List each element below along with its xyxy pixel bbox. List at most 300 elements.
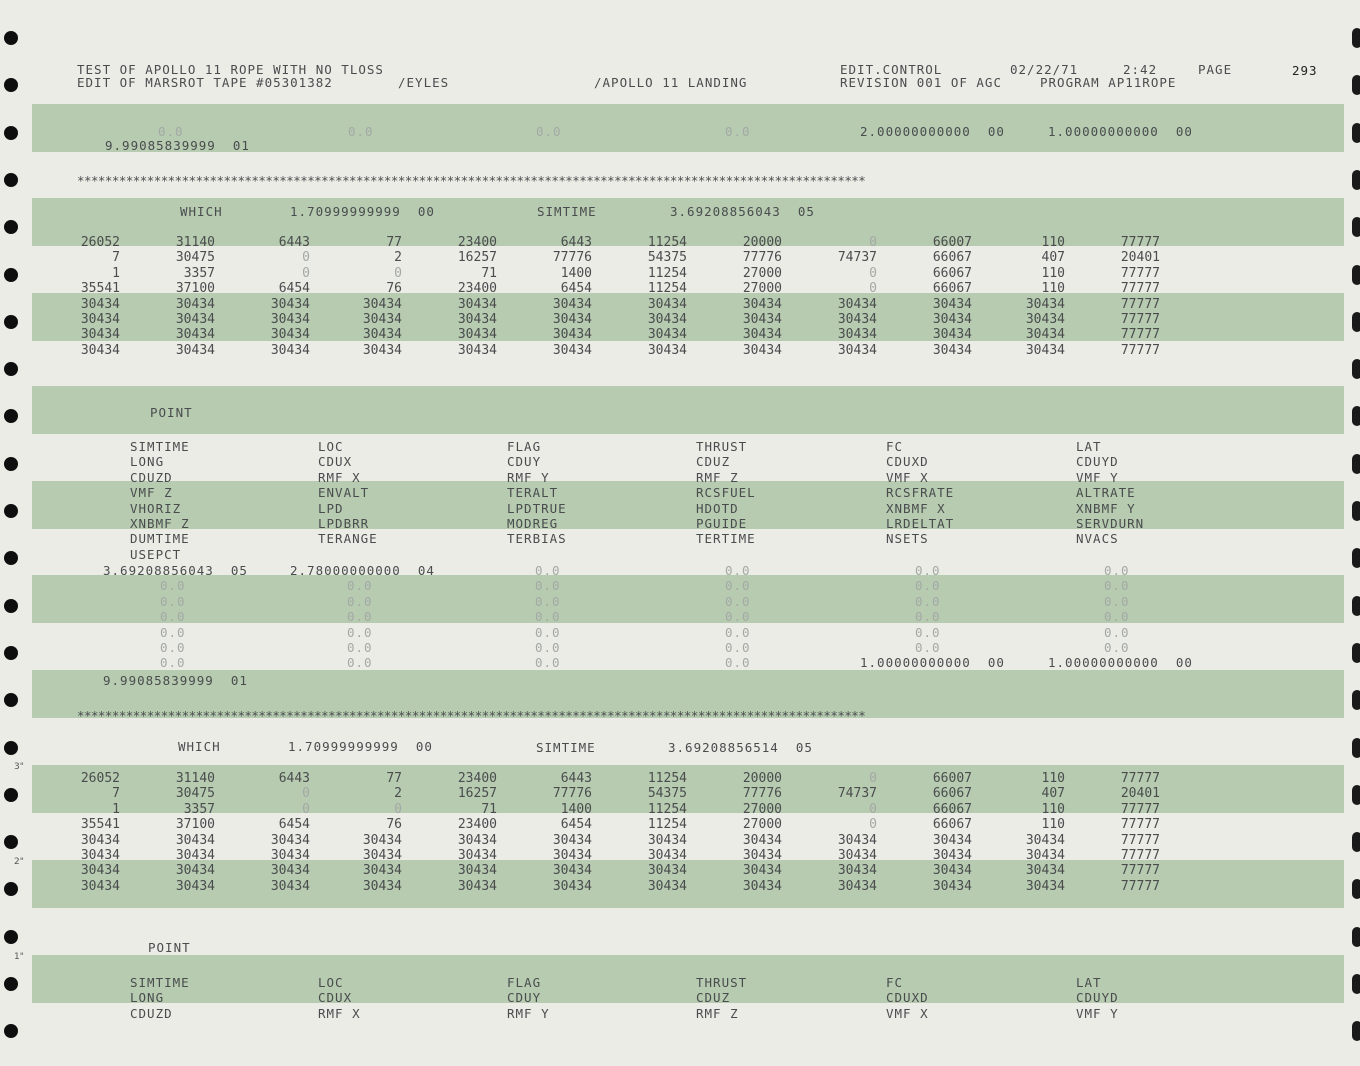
octal-cell: 6454	[278, 817, 310, 833]
point-field-label: DUMTIME	[130, 531, 190, 547]
sprocket-hole	[1352, 75, 1360, 95]
point-value: 0.0	[725, 609, 751, 625]
octal-cell: 30434	[742, 327, 782, 343]
point-field-label: CDUX	[318, 990, 353, 1006]
point-field-label: NSETS	[886, 531, 929, 547]
octal-cell: 20000	[742, 771, 782, 786]
sprocket-hole	[4, 78, 18, 92]
octal-cell: 30434	[932, 878, 972, 894]
point-field-label: LPD	[318, 500, 344, 516]
octal-cell: 30434	[932, 863, 972, 879]
sprocket-hole	[1352, 879, 1360, 899]
octal-cell: 27000	[742, 801, 782, 817]
octal-cell: 71	[481, 265, 497, 281]
green-band	[32, 955, 1344, 1006]
top-value: 1.00000000000 00	[1048, 124, 1193, 139]
octal-cell: 30434	[457, 878, 497, 894]
sprocket-hole	[1352, 785, 1360, 805]
octal-cell: 66067	[932, 786, 972, 802]
point-title: POINT	[148, 940, 191, 955]
sprocket-hole	[4, 977, 18, 991]
octal-cell: 30434	[1025, 863, 1065, 879]
sprocket-hole	[4, 126, 18, 140]
point-value: 1.00000000000 00	[860, 655, 1005, 671]
sprocket-hole	[4, 220, 18, 234]
octal-cell: 30434	[362, 863, 402, 879]
sprocket-hole	[1352, 217, 1360, 237]
point-tail-value: 9.99085839999 01	[103, 673, 248, 688]
point-field-label: RMF Z	[696, 469, 739, 485]
point-field-label: CDUZD	[130, 1005, 173, 1021]
octal-cell: 110	[1041, 771, 1065, 786]
point-field-label: CDUYD	[1076, 990, 1119, 1006]
octal-cell: 30434	[80, 832, 120, 848]
point-field-label: CDUYD	[1076, 454, 1119, 470]
octal-cell: 27000	[742, 817, 782, 833]
point-field-label: XNBMF Y	[1076, 500, 1136, 516]
sprocket-hole	[1352, 974, 1360, 994]
octal-cell: 30434	[1025, 312, 1065, 327]
top-value: 0.0	[348, 124, 374, 139]
octal-cell: 30434	[175, 312, 215, 327]
octal-cell: 26052	[80, 235, 120, 250]
octal-cell: 66067	[932, 817, 972, 833]
point-value: 0.0	[725, 578, 751, 594]
octal-cell: 30434	[80, 848, 120, 863]
point-field-label: SIMTIME	[130, 975, 190, 990]
octal-cell: 31140	[175, 235, 215, 250]
point-value: 0.0	[347, 624, 373, 640]
top-value: 2.00000000000 00	[860, 124, 1005, 139]
octal-cell: 11254	[647, 801, 687, 817]
octal-cell: 30434	[270, 863, 310, 879]
octal-cell: 77777	[1120, 771, 1160, 786]
octal-cell: 0	[869, 771, 877, 786]
sprocket-hole	[1352, 406, 1360, 426]
octal-cell: 30434	[552, 878, 592, 894]
octal-cell: 11254	[647, 771, 687, 786]
sprocket-hole	[1352, 123, 1360, 143]
octal-cell: 66007	[932, 771, 972, 786]
point-value: 0.0	[347, 655, 373, 671]
octal-cell: 0	[394, 801, 402, 817]
octal-cell: 77777	[1120, 312, 1160, 327]
octal-cell: 30434	[270, 848, 310, 863]
point-field-label: HDOTD	[696, 500, 739, 516]
ruler-mark-3: 3"	[14, 762, 24, 772]
point-value: 0.0	[915, 563, 941, 578]
octal-cell: 66067	[932, 250, 972, 266]
point-field-label: CDUZD	[130, 469, 173, 485]
simtime-value: 3.69208856043 05	[670, 204, 815, 219]
octal-cell: 20401	[1120, 786, 1160, 802]
header-date: 02/22/71	[1010, 62, 1079, 77]
point-field-label: LOC	[318, 975, 344, 990]
octal-cell: 30434	[80, 878, 120, 894]
point-field-label: VMF X	[886, 469, 929, 485]
octal-cell: 30434	[837, 878, 877, 894]
point-value: 0.0	[1104, 563, 1130, 578]
octal-cell: 0	[302, 786, 310, 802]
octal-cell: 2	[394, 250, 402, 266]
octal-cell: 74737	[837, 250, 877, 266]
octal-cell: 30434	[270, 327, 310, 343]
octal-cell: 31140	[175, 771, 215, 786]
sprocket-hole	[4, 315, 18, 329]
octal-cell: 0	[302, 801, 310, 817]
octal-cell: 0	[302, 265, 310, 281]
octal-cell: 30434	[552, 863, 592, 879]
point-value: 0.0	[160, 655, 186, 671]
octal-cell: 30434	[837, 342, 877, 358]
point-value: 2.78000000000 04	[290, 563, 435, 578]
octal-cell: 66067	[932, 265, 972, 281]
point-value: 0.0	[160, 593, 186, 609]
octal-cell: 30434	[362, 832, 402, 848]
octal-cell: 77777	[1120, 817, 1160, 833]
octal-cell: 30434	[742, 848, 782, 863]
octal-cell: 0	[869, 281, 877, 297]
point-value: 0.0	[915, 640, 941, 655]
sprocket-hole	[1352, 596, 1360, 616]
sprocket-hole	[1352, 832, 1360, 852]
octal-cell: 30434	[1025, 327, 1065, 343]
octal-cell: 77776	[552, 786, 592, 802]
octal-cell: 77777	[1120, 296, 1160, 312]
point-field-label: TERALT	[507, 485, 559, 501]
octal-cell: 11254	[647, 817, 687, 833]
point-field-label: LAT	[1076, 975, 1102, 990]
point-field-label: FLAG	[507, 975, 542, 990]
octal-cell: 30434	[362, 878, 402, 894]
point-value: 0.0	[725, 563, 751, 578]
octal-cell: 0	[394, 265, 402, 281]
octal-cell: 27000	[742, 281, 782, 297]
octal-cell: 30434	[552, 327, 592, 343]
octal-cell: 77777	[1120, 848, 1160, 863]
octal-cell: 110	[1041, 817, 1065, 833]
octal-cell: 0	[869, 265, 877, 281]
octal-cell: 110	[1041, 801, 1065, 817]
point-field-label: FC	[886, 439, 904, 454]
octal-cell: 1	[112, 801, 120, 817]
octal-cell: 30434	[742, 863, 782, 879]
octal-cell: 35541	[80, 817, 120, 833]
octal-cell: 23400	[457, 817, 497, 833]
sprocket-hole	[1352, 28, 1360, 48]
octal-cell: 6443	[278, 771, 310, 786]
point-value: 0.0	[347, 593, 373, 609]
point-field-label: CDUXD	[886, 990, 929, 1006]
octal-cell: 37100	[175, 817, 215, 833]
sprocket-hole	[4, 551, 18, 565]
octal-cell: 6443	[560, 235, 592, 250]
octal-cell: 16257	[457, 786, 497, 802]
header-page-label: PAGE	[1198, 62, 1233, 77]
point-field-label: LPDTRUE	[507, 500, 567, 516]
simtime-label: SIMTIME	[536, 740, 596, 755]
sprocket-hole	[4, 362, 18, 376]
octal-cell: 11254	[647, 281, 687, 297]
octal-cell: 30434	[457, 327, 497, 343]
octal-cell: 30475	[175, 250, 215, 266]
which-label: WHICH	[178, 739, 221, 754]
octal-cell: 66067	[932, 281, 972, 297]
octal-cell: 30434	[457, 296, 497, 312]
octal-cell: 30434	[837, 863, 877, 879]
point-value: 0.0	[535, 563, 561, 578]
octal-cell: 71	[481, 801, 497, 817]
sprocket-hole	[4, 457, 18, 471]
point-field-label: XNBMF Z	[130, 516, 190, 531]
point-field-label: LONG	[130, 454, 165, 470]
octal-cell: 30434	[932, 312, 972, 327]
octal-cell: 30434	[742, 312, 782, 327]
octal-cell: 11254	[647, 265, 687, 281]
octal-cell: 30434	[80, 327, 120, 343]
octal-cell: 30434	[647, 832, 687, 848]
header-program: PROGRAM AP11ROPE	[1040, 75, 1177, 90]
point-field-label: ALTRATE	[1076, 485, 1136, 501]
octal-cell: 30434	[175, 342, 215, 358]
sprocket-hole	[4, 504, 18, 518]
point-field-label: CDUY	[507, 990, 542, 1006]
octal-cell: 30434	[1025, 848, 1065, 863]
header-mission: /APOLLO 11 LANDING	[594, 75, 748, 90]
octal-cell: 7	[112, 250, 120, 266]
octal-cell: 30434	[837, 312, 877, 327]
octal-cell: 30434	[742, 878, 782, 894]
point-field-label: TERBIAS	[507, 531, 567, 547]
point-field-label: LRDELTAT	[886, 516, 955, 531]
octal-cell: 74737	[837, 786, 877, 802]
octal-cell: 30434	[80, 312, 120, 327]
octal-cell: 76	[386, 817, 402, 833]
point-value: 0.0	[1104, 593, 1130, 609]
sprocket-hole	[4, 693, 18, 707]
octal-cell: 76	[386, 281, 402, 297]
sprocket-hole	[4, 741, 18, 755]
top-value: 0.0	[725, 124, 751, 139]
point-value: 0.0	[347, 609, 373, 625]
octal-cell: 30434	[647, 342, 687, 358]
octal-cell: 30434	[1025, 878, 1065, 894]
octal-cell: 0	[869, 817, 877, 833]
octal-cell: 30434	[837, 327, 877, 343]
sprocket-hole	[4, 788, 18, 802]
top-value: 0.0	[536, 124, 562, 139]
sprocket-hole	[4, 31, 18, 45]
point-field-label: USEPCT	[130, 546, 182, 562]
octal-cell: 30434	[1025, 296, 1065, 312]
sprocket-hole	[1352, 643, 1360, 663]
point-field-label: VMF Y	[1076, 1005, 1119, 1021]
sprocket-hole	[1352, 501, 1360, 521]
point-value: 0.0	[535, 624, 561, 640]
octal-cell: 110	[1041, 281, 1065, 297]
octal-cell: 77776	[742, 250, 782, 266]
octal-cell: 30434	[270, 312, 310, 327]
octal-cell: 30434	[175, 832, 215, 848]
sprocket-hole	[1352, 738, 1360, 758]
point-field-label: VMF Y	[1076, 469, 1119, 485]
green-band	[32, 575, 1344, 623]
sprocket-hole	[1352, 548, 1360, 568]
point-field-label: THRUST	[696, 439, 748, 454]
octal-cell: 407	[1041, 250, 1065, 266]
octal-cell: 30434	[742, 342, 782, 358]
octal-cell: 54375	[647, 250, 687, 266]
point-value: 0.0	[725, 655, 751, 671]
octal-cell: 30434	[175, 327, 215, 343]
octal-cell: 30434	[742, 296, 782, 312]
point-field-label: CDUZ	[696, 454, 731, 470]
point-value: 0.0	[725, 593, 751, 609]
octal-cell: 23400	[457, 771, 497, 786]
octal-cell: 30434	[175, 863, 215, 879]
point-field-label: VMF Z	[130, 485, 173, 501]
point-field-label: RMF X	[318, 1005, 361, 1021]
top-value: 9.99085839999 01	[105, 138, 250, 153]
sprocket-hole	[4, 409, 18, 423]
octal-cell: 407	[1041, 786, 1065, 802]
octal-cell: 0	[302, 250, 310, 266]
point-value: 0.0	[535, 655, 561, 671]
page-number: 293	[1292, 63, 1318, 78]
octal-cell: 77	[386, 771, 402, 786]
octal-cell: 110	[1041, 235, 1065, 250]
sprocket-hole	[4, 268, 18, 282]
which-label: WHICH	[180, 204, 223, 219]
octal-cell: 77777	[1120, 878, 1160, 894]
octal-cell: 30434	[1025, 832, 1065, 848]
point-value: 0.0	[160, 640, 186, 655]
octal-cell: 30434	[552, 296, 592, 312]
octal-cell: 1	[112, 265, 120, 281]
octal-cell: 30434	[80, 296, 120, 312]
octal-cell: 66067	[932, 801, 972, 817]
octal-cell: 3357	[183, 265, 215, 281]
octal-cell: 30434	[457, 312, 497, 327]
point-value: 0.0	[1104, 609, 1130, 625]
point-value: 3.69208856043 05	[103, 563, 248, 578]
header-author: /EYLES	[398, 75, 450, 90]
sprocket-hole	[1352, 312, 1360, 332]
octal-cell: 30434	[647, 863, 687, 879]
point-field-label: LPDBRR	[318, 516, 370, 531]
octal-cell: 1400	[560, 801, 592, 817]
octal-cell: 30434	[270, 342, 310, 358]
sprocket-hole	[4, 599, 18, 613]
star-separator: *****************************************************************************************************************	[77, 708, 866, 723]
octal-cell: 30434	[552, 832, 592, 848]
octal-cell: 30434	[175, 296, 215, 312]
top-value: 0.0	[158, 124, 184, 139]
octal-cell: 30434	[270, 832, 310, 848]
point-value: 0.0	[535, 593, 561, 609]
octal-cell: 2	[394, 786, 402, 802]
octal-cell: 26052	[80, 771, 120, 786]
octal-cell: 30434	[742, 832, 782, 848]
point-field-label: RCSFUEL	[696, 485, 756, 501]
point-value: 0.0	[1104, 624, 1130, 640]
octal-cell: 77777	[1120, 281, 1160, 297]
simtime-label: SIMTIME	[537, 204, 597, 219]
point-value: 0.0	[535, 578, 561, 594]
octal-cell: 30434	[647, 878, 687, 894]
octal-cell: 30434	[647, 327, 687, 343]
point-title: POINT	[150, 405, 193, 420]
header-revision: REVISION 001 OF AGC	[840, 75, 1002, 90]
point-field-label: NVACS	[1076, 531, 1119, 547]
octal-cell: 30434	[837, 832, 877, 848]
point-value: 0.0	[725, 640, 751, 655]
octal-cell: 30434	[362, 342, 402, 358]
sprocket-hole	[1352, 454, 1360, 474]
point-value: 0.0	[535, 640, 561, 655]
point-field-label: LONG	[130, 990, 165, 1006]
sprocket-hole	[4, 173, 18, 187]
point-field-label: FLAG	[507, 439, 542, 454]
sprocket-hole	[1352, 1021, 1360, 1041]
point-value: 0.0	[915, 624, 941, 640]
octal-cell: 1400	[560, 265, 592, 281]
octal-cell: 30434	[647, 848, 687, 863]
octal-cell: 35541	[80, 281, 120, 297]
point-value: 0.0	[1104, 640, 1130, 655]
octal-cell: 30434	[647, 296, 687, 312]
octal-cell: 30434	[362, 327, 402, 343]
point-value: 0.0	[535, 609, 561, 625]
octal-cell: 30434	[362, 296, 402, 312]
point-field-label: ENVALT	[318, 485, 370, 501]
point-value: 0.0	[347, 578, 373, 594]
point-value: 0.0	[160, 609, 186, 625]
octal-cell: 6454	[278, 281, 310, 297]
octal-cell: 30434	[175, 848, 215, 863]
octal-cell: 30434	[552, 312, 592, 327]
green-band	[32, 386, 1344, 434]
octal-cell: 11254	[647, 235, 687, 250]
point-field-label: MODREG	[507, 516, 559, 531]
sprocket-hole	[4, 835, 18, 849]
octal-cell: 0	[869, 235, 877, 250]
octal-cell: 23400	[457, 281, 497, 297]
sprocket-hole	[4, 646, 18, 660]
star-separator: *****************************************************************************************************************	[77, 173, 866, 188]
octal-cell: 6454	[560, 281, 592, 297]
point-field-label: VMF X	[886, 1005, 929, 1021]
octal-cell: 30434	[362, 312, 402, 327]
octal-cell: 16257	[457, 250, 497, 266]
octal-cell: 30434	[270, 296, 310, 312]
octal-cell: 30434	[457, 342, 497, 358]
point-field-label: RMF Z	[696, 1005, 739, 1021]
point-field-label: LOC	[318, 439, 344, 454]
point-field-label: SIMTIME	[130, 439, 190, 454]
green-band	[32, 481, 1344, 529]
simtime-value: 3.69208856514 05	[668, 740, 813, 755]
octal-cell: 77777	[1120, 265, 1160, 281]
point-value: 0.0	[915, 609, 941, 625]
octal-cell: 30434	[457, 848, 497, 863]
header-tape: EDIT OF MARSROT TAPE #05301382	[77, 75, 333, 90]
octal-cell: 77776	[552, 250, 592, 266]
octal-cell: 110	[1041, 265, 1065, 281]
sprocket-hole	[1352, 690, 1360, 710]
ruler-mark-2: 2"	[14, 857, 24, 867]
octal-cell: 77777	[1120, 342, 1160, 358]
